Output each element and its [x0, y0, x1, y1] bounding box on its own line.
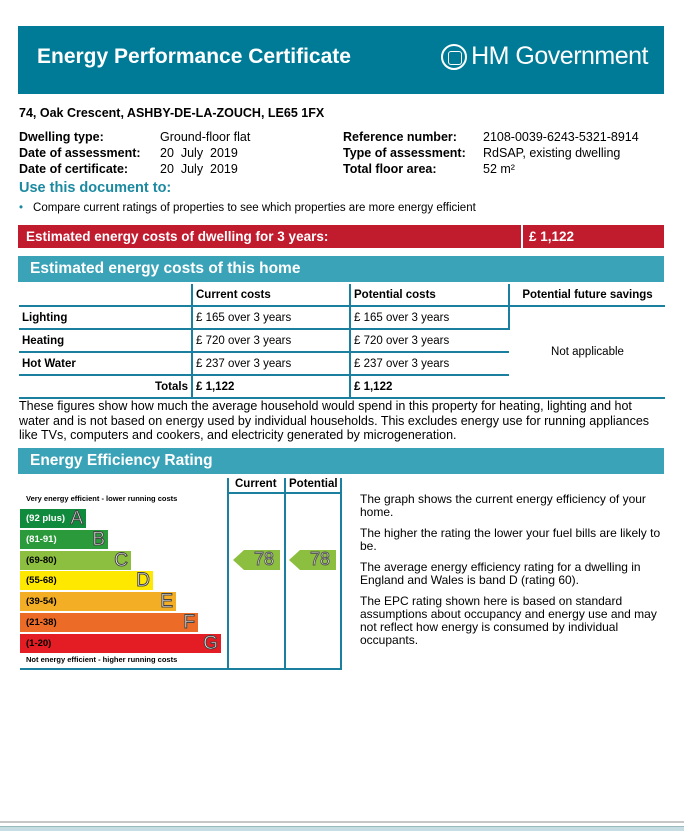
rating-band-e: [20, 592, 176, 611]
energy-rating-chart: [20, 478, 342, 670]
estimated-total-label: Estimated energy costs of dwelling for 3 years:: [26, 229, 329, 244]
header-savings: Potential future savings: [509, 284, 665, 306]
rating-section-title: Energy Efficiency Rating: [30, 452, 213, 469]
band-letter: B: [92, 528, 105, 550]
detail-label: Date of certificate:: [19, 162, 129, 176]
band-range: (92 plus): [26, 513, 66, 524]
costs-note: These figures show how much the average household would spend in this property for heating, lighting and hot water and is not based on energy used by individual households. This excludes energy use for running appliances like TVs, computers and cookers, and electricity generated by microgeneration.: [19, 399, 650, 442]
certificate-title: Energy Performance Certificate: [37, 45, 351, 68]
rating-band-b: [20, 530, 108, 549]
current-column-header: Current: [235, 478, 277, 490]
band-range: (1-20): [26, 637, 52, 649]
detail-label: Reference number:: [343, 130, 457, 144]
rating-band-f: [20, 613, 198, 632]
estimated-total-value: £ 1,122: [529, 229, 575, 244]
current-rating-arrow: [233, 550, 280, 570]
detail-row: [19, 129, 250, 145]
hm-government-logo: [441, 42, 648, 71]
band-letter: F: [183, 612, 195, 633]
detail-label: Type of assessment:: [343, 146, 466, 160]
costs-table: [19, 284, 665, 399]
potential-cost: £ 720 over 3 years: [350, 329, 509, 352]
detail-value: 2108-0039-6243-5321-8914: [483, 130, 639, 144]
band-letter: E: [160, 591, 173, 613]
potential-rating-arrow: [289, 550, 336, 570]
rating-band-d: [20, 571, 153, 590]
estimated-total-bar: [18, 225, 664, 248]
top-label: Very energy efficient - lower running costs: [26, 494, 178, 503]
band-range: (39-54): [26, 596, 57, 608]
divider: [521, 225, 523, 248]
detail-row: [343, 145, 639, 161]
detail-label: Dwelling type:: [19, 130, 104, 144]
detail-label: Total floor area:: [343, 162, 437, 176]
detail-row: [19, 161, 250, 177]
total-potential: £ 1,122: [350, 375, 509, 398]
band-letter: G: [203, 632, 218, 654]
savings-cell: Not applicable: [509, 306, 665, 398]
bottom-label: Not energy efficient - higher running costs: [26, 655, 178, 664]
property-address: 74, Oak Crescent, ASHBY-DE-LA-ZOUCH, LE65 1FX: [19, 106, 325, 120]
bullet-icon: •: [19, 202, 24, 214]
detail-row: [343, 161, 639, 177]
rating-paragraph: The average energy efficiency rating for a dwelling in England and Wales is band D (rating 60).: [360, 560, 641, 587]
detail-value: 20 July 2019: [160, 146, 238, 160]
header-blank: [19, 284, 192, 306]
potential-cost: £ 237 over 3 years: [350, 352, 509, 375]
detail-value: RdSAP, existing dwelling: [483, 146, 621, 160]
detail-value: 20 July 2019: [160, 162, 238, 176]
use-document-bullet: [19, 202, 476, 214]
brand-name: HM Government: [471, 42, 648, 70]
current-rating-value: 78: [253, 549, 274, 570]
detail-row: [343, 129, 639, 145]
rating-band-g: [20, 634, 221, 653]
band-range: (21-38): [26, 617, 57, 628]
row-label: Heating: [19, 329, 192, 352]
page-bottom-edge: [0, 826, 684, 831]
use-document-heading: Use this document to:: [19, 180, 172, 196]
band-range: (69-80): [26, 554, 57, 566]
details-left: [19, 129, 250, 177]
table-row: [19, 306, 665, 329]
current-cost: £ 165 over 3 years: [192, 306, 350, 329]
current-cost: £ 237 over 3 years: [192, 352, 350, 375]
rating-band-a: [20, 509, 86, 528]
detail-value: Ground-floor flat: [160, 130, 251, 144]
total-current: £ 1,122: [192, 375, 350, 398]
rating-paragraph: The EPC rating shown here is based on standard assumptions about occupancy and energy use and may not reflect how energy is consumed by individual occupants.: [360, 594, 657, 647]
potential-cost: £ 165 over 3 years: [350, 306, 509, 329]
band-letter: A: [70, 508, 83, 529]
certificate-header: [18, 26, 664, 94]
current-cost: £ 720 over 3 years: [192, 329, 350, 352]
table-header-row: [19, 284, 665, 306]
details-right: [343, 129, 639, 177]
bullet-text: Compare current ratings of properties to see which properties are more energy efficient: [33, 202, 476, 214]
band-letter: D: [136, 570, 150, 592]
rating-paragraph: The graph shows the current energy efficiency of your home.: [360, 492, 646, 519]
totals-label: Totals: [19, 375, 192, 398]
potential-column-header: Potential: [289, 478, 338, 490]
header-current: Current costs: [192, 284, 350, 306]
row-label: Lighting: [19, 306, 192, 329]
header-potential: Potential costs: [350, 284, 509, 306]
rating-band-c: [20, 551, 131, 570]
potential-rating-value: 78: [309, 549, 330, 570]
row-label: Hot Water: [19, 352, 192, 375]
band-letter: C: [114, 549, 128, 571]
band-range: (55-68): [26, 575, 57, 587]
rating-explanation: [360, 493, 665, 655]
detail-value: 52 m²: [483, 162, 515, 176]
rating-paragraph: The higher the rating the lower your fuel bills are likely to be.: [360, 526, 661, 553]
detail-label: Date of assessment:: [19, 146, 141, 160]
rating-section-header: [18, 448, 664, 474]
costs-section-title: Estimated energy costs of this home: [30, 260, 301, 277]
page-divider: [0, 821, 684, 823]
band-range: (81-91): [26, 533, 57, 545]
detail-row: [19, 145, 250, 161]
costs-section-header: [18, 256, 664, 282]
royal-crest-icon: [441, 44, 467, 70]
